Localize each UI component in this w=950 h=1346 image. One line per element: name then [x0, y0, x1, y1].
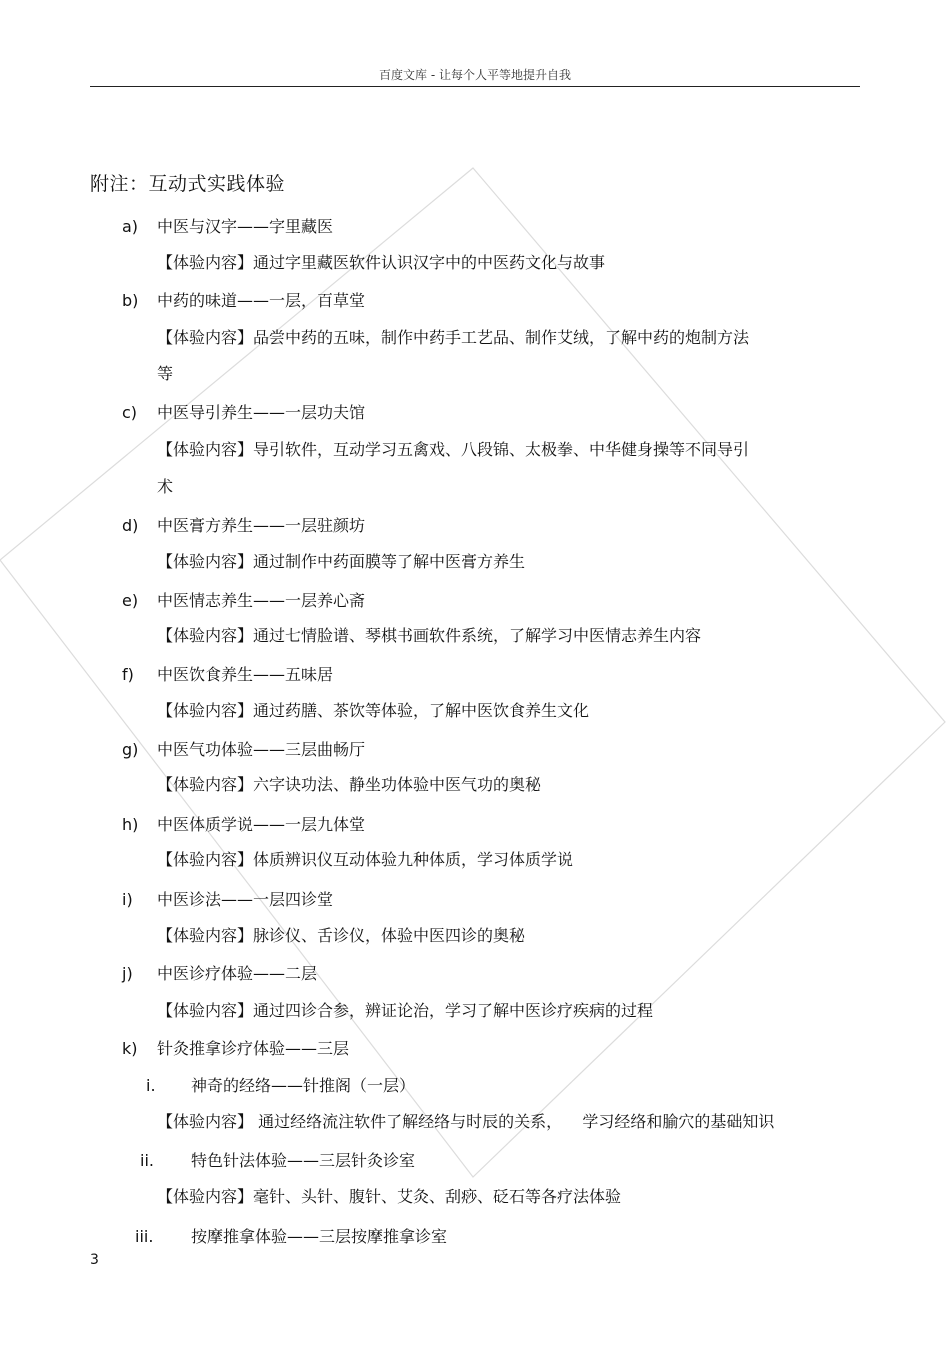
item-detail: 【体验内容】通过制作中药面膜等了解中医膏方养生 [157, 552, 526, 571]
item-heading: 中医情志养生——一层养心斋 [157, 591, 366, 610]
item-marker: j) [122, 964, 133, 983]
item-marker: h) [122, 815, 139, 834]
item-heading: 中医诊疗体验——二层 [157, 964, 318, 983]
item-marker: d) [122, 516, 139, 535]
item-heading: 中医气功体验——三层曲畅厅 [157, 740, 366, 759]
item-heading: 中医饮食养生——五味居 [157, 665, 334, 684]
subitem-marker: ii. [140, 1151, 154, 1170]
subitem-heading: 神奇的经络——针推阁（一层） [191, 1076, 416, 1095]
item-detail-continuation: 等 [157, 364, 174, 383]
item-detail: 【体验内容】六字诀功法、静坐功体验中医气功的奥秘 [157, 775, 542, 794]
item-detail: 【体验内容】品尝中药的五味，制作中药手工艺品、制作艾绒，了解中药的炮制方法 [157, 328, 750, 347]
subitem-detail: 【体验内容】 通过经络流注软件了解经络与时辰的关系， 学习经络和腧穴的基础知识 [157, 1112, 775, 1131]
item-marker: k) [122, 1039, 138, 1058]
page-number: 3 [90, 1252, 99, 1268]
item-detail: 【体验内容】通过四诊合参，辨证论治，学习了解中医诊疗疾病的过程 [157, 1001, 654, 1020]
item-heading: 中医膏方养生——一层驻颜坊 [157, 516, 366, 535]
item-detail-continuation: 术 [157, 477, 174, 496]
item-marker: c) [122, 403, 138, 422]
item-detail: 【体验内容】通过药膳、茶饮等体验，了解中医饮食养生文化 [157, 701, 590, 720]
item-detail: 【体验内容】脉诊仪、舌诊仪，体验中医四诊的奥秘 [157, 926, 526, 945]
item-detail: 【体验内容】体质辨识仪互动体验九种体质，学习体质学说 [157, 850, 574, 869]
section-title: 附注：互动式实践体验 [90, 173, 286, 195]
item-detail: 【体验内容】导引软件，互动学习五禽戏、八段锦、太极拳、中华健身操等不同导引 [157, 440, 750, 459]
item-marker: e) [122, 591, 139, 610]
subitem-heading: 按摩推拿体验——三层按摩推拿诊室 [191, 1227, 448, 1246]
item-marker: b) [122, 291, 139, 310]
item-heading: 中医诊法——一层四诊堂 [157, 890, 334, 909]
item-heading: 中医与汉字——字里藏医 [157, 217, 334, 236]
item-heading: 中药的味道——一层，百草堂 [157, 291, 366, 310]
item-detail: 【体验内容】通过字里藏医软件认识汉字中的中医药文化与故事 [157, 253, 606, 272]
subitem-heading: 特色针法体验——三层针灸诊室 [191, 1151, 416, 1170]
item-marker: f) [122, 665, 134, 684]
item-heading: 中医导引养生——一层功夫馆 [157, 403, 366, 422]
item-heading: 针灸推拿诊疗体验——三层 [157, 1039, 350, 1058]
item-marker: a) [122, 217, 139, 236]
item-marker: g) [122, 740, 139, 759]
subitem-marker: i. [146, 1076, 156, 1095]
subitem-marker: iii. [135, 1227, 154, 1246]
item-heading: 中医体质学说——一层九体堂 [157, 815, 366, 834]
item-detail: 【体验内容】通过七情脸谱、琴棋书画软件系统，了解学习中医情志养生内容 [157, 626, 702, 645]
item-marker: i) [122, 890, 133, 909]
subitem-detail: 【体验内容】毫针、头针、腹针、艾灸、刮痧、砭石等各疗法体验 [157, 1187, 622, 1206]
page-header: 百度文库 - 让每个人平等地提升自我 [379, 68, 571, 82]
